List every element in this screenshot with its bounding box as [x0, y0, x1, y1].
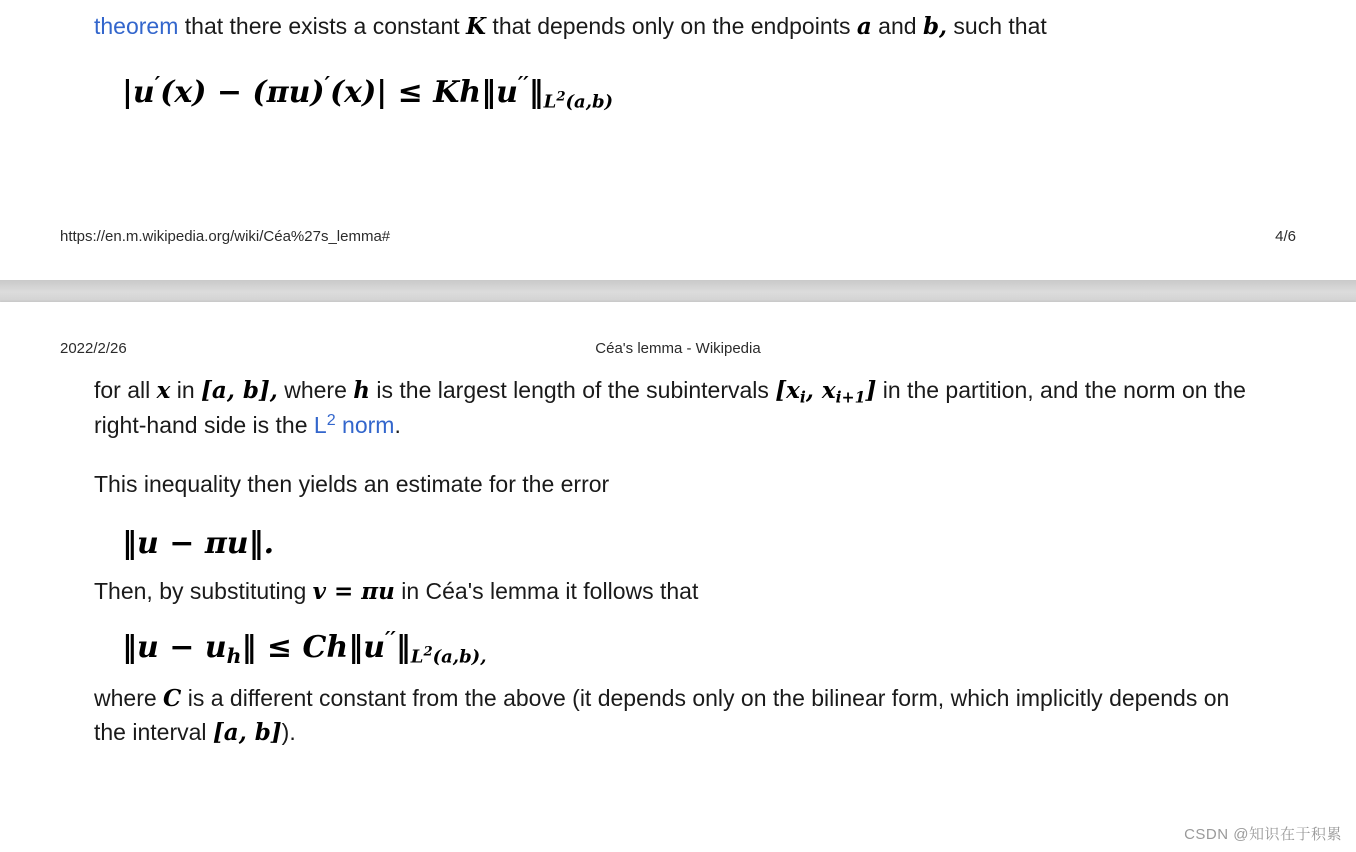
equation-interpolation-error-bound: $|u'(x) - (\pi u)'(x)| \le Kh‖u''‖_L2_{(a,b)}$	[122, 72, 614, 113]
math-variable-h: h	[353, 377, 370, 404]
page-header	[0, 340, 1356, 364]
math-endpoint-b: b,	[922, 13, 948, 40]
header-title: Céa's lemma - Wikipedia	[595, 340, 761, 357]
paragraph-theorem-statement	[94, 10, 1296, 44]
equation-final-error-estimate: ‖u − $u_h‖$ ≤ $Ch‖u''‖_L2_{(a,b),}$	[122, 626, 487, 669]
paragraph-for-all-x	[94, 374, 1262, 442]
math-variable-x: x	[156, 377, 171, 404]
pdf-page-top-fragment	[0, 0, 1356, 280]
math-interval-ab: [a, b],	[201, 377, 278, 404]
paragraph-text-3: and	[871, 13, 923, 39]
text-largest-length: is the largest length of the subintervals	[370, 377, 776, 403]
header-date: 2022/2/26	[60, 340, 127, 357]
text-period: .	[394, 411, 401, 438]
math-subinterval: [$x_i$, $x_{i+1}$]	[775, 377, 877, 407]
watermark-csdn: CSDN @知识在于积累	[1184, 826, 1342, 843]
equation-error-norm: ‖u − πu‖.	[122, 526, 275, 562]
text-then-by-substituting: Then, by substituting	[94, 578, 313, 605]
link-l2-norm[interactable]: $L^2$ norm	[313, 410, 395, 438]
footer-source-url[interactable]: https://en.m.wikipedia.org/wiki/Céa%27s_lemma#	[60, 228, 391, 245]
text-for-all: for all	[94, 377, 157, 403]
text-different-constant: is a different constant from the above (it depends only on the bilinear form, which implicitly depends on the interval	[94, 685, 1230, 745]
math-interval-ab-2: [a, b]	[212, 718, 282, 746]
paragraph-substituting	[94, 575, 1262, 609]
paragraph-constant-C	[94, 682, 1262, 749]
paragraph-inequality-yields: This inequality then yields an estimate for the error	[94, 470, 610, 497]
math-constant-C: C	[163, 685, 182, 713]
text-in: in	[170, 377, 202, 403]
paragraph-text-2: that depends only on the endpoints	[486, 13, 857, 39]
text-cea-lemma-follows: in Céa's lemma it follows that	[394, 578, 699, 605]
paragraph-text-1: that there exists a constant	[178, 13, 467, 39]
math-constant-K: K	[466, 13, 487, 40]
pdf-page-bottom-fragment	[0, 302, 1356, 852]
text-where: where	[277, 377, 354, 403]
math-endpoint-a: a	[856, 13, 872, 40]
math-v-equals-pi-u: v = πu	[312, 578, 395, 606]
text-partition: in the partition, and the norm on the right-hand side is the	[94, 377, 1246, 438]
text-where: where	[94, 685, 164, 712]
page-footer	[0, 228, 1356, 256]
link-theorem[interactable]: theorem	[94, 13, 179, 39]
footer-page-number: 4/6	[1275, 228, 1296, 245]
text-close-paren: ).	[281, 718, 296, 745]
page-separator	[0, 280, 1356, 302]
paragraph-text-4: such that	[947, 13, 1047, 39]
